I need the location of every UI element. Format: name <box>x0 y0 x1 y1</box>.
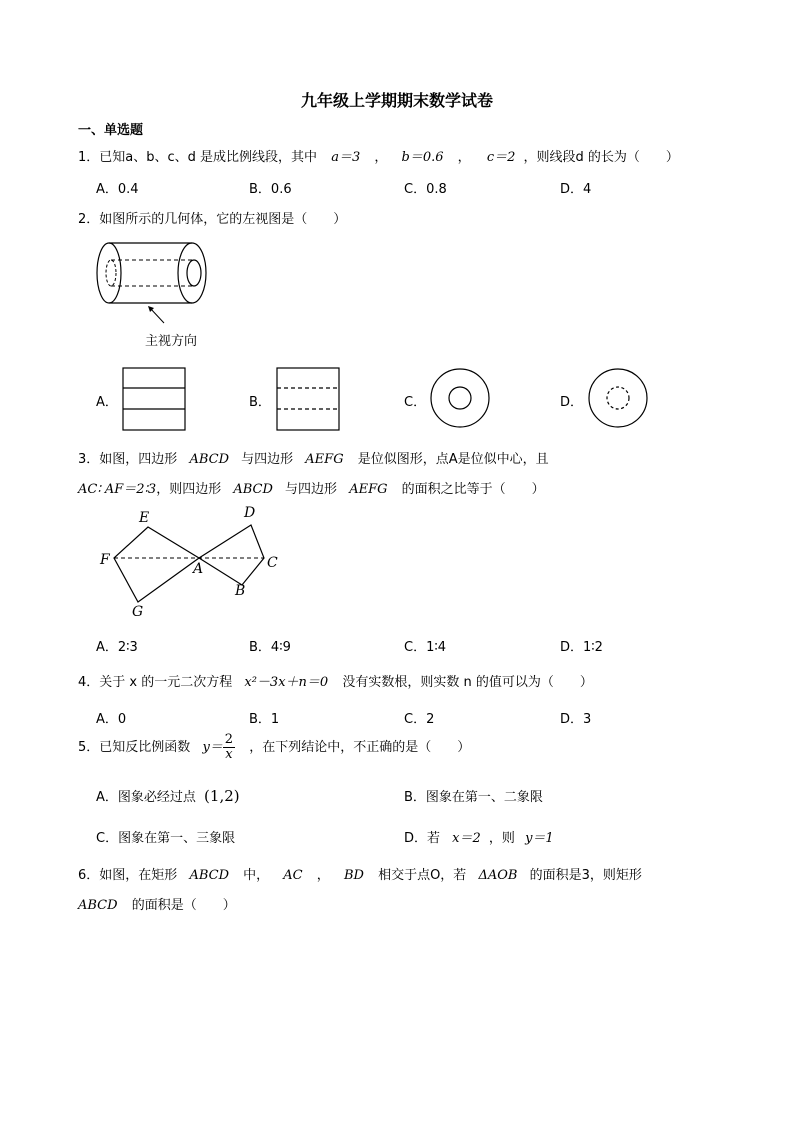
page-title: 九年级上学期期末数学试卷 <box>300 91 493 110</box>
separator: ， <box>457 150 471 165</box>
question-text: 的面积是3，则矩形 <box>529 868 642 883</box>
math-expression: ABCD <box>189 868 229 883</box>
point-label-c: C <box>267 555 278 571</box>
point-label-d: D <box>244 505 256 521</box>
option-a: A．0 <box>96 712 127 727</box>
math-expression: c＝2 <box>486 150 516 165</box>
question-number: 6． <box>78 868 100 883</box>
option-a: A． <box>96 395 118 410</box>
fraction <box>223 733 235 762</box>
question-text: 已知反比例函数 <box>99 740 191 755</box>
question-number: 3． <box>78 452 100 467</box>
question-text: 与四边形 <box>285 482 338 497</box>
option-d-figure <box>587 367 649 429</box>
option-c: C． <box>404 395 427 410</box>
option-b: B． <box>249 395 271 410</box>
option-b: B．1 <box>249 712 280 727</box>
question-number: 2． <box>78 212 100 227</box>
point-label-b: B <box>235 583 246 599</box>
question-text: 关于 x 的一元二次方程 <box>99 675 233 690</box>
option-d: D．4 <box>560 182 592 197</box>
fraction-numerator: 2 <box>224 732 234 747</box>
separator: ， <box>316 868 330 883</box>
question-text: 已知a、b、c、d 是成比例线段，其中 <box>99 150 318 165</box>
question-text: ，在下列结论中，不正确的是（ ） <box>249 740 471 755</box>
option-text: ，则 <box>488 831 515 846</box>
question-1 <box>78 146 679 165</box>
option-b: B．0.6 <box>249 182 292 197</box>
option-c: C．图象在第一、三象限 <box>96 831 236 846</box>
question-number: 5． <box>78 740 100 755</box>
view-direction-label: 主视方向 <box>145 334 198 349</box>
math-expression: AEFG <box>349 482 388 497</box>
option-a <box>96 786 240 805</box>
option-d: D． <box>560 395 584 410</box>
option-b-figure <box>276 367 340 431</box>
option-a-figure <box>122 367 186 431</box>
math-expression: b＝0.6 <box>401 150 444 165</box>
option-c: C．0.8 <box>404 182 447 197</box>
question-text: 相交于点O，若 <box>378 868 467 883</box>
math-expression: y＝ <box>202 740 223 755</box>
option-c: C．2 <box>404 712 435 727</box>
math-expression: AC <box>283 868 303 883</box>
math-expression: x²－3x＋n＝0 <box>244 675 329 690</box>
question-text: 的面积之比等于（ ） <box>401 482 545 497</box>
math-expression: ABCD <box>189 452 229 467</box>
option-d: D．3 <box>560 712 592 727</box>
question-text: 如图所示的几何体，它的左视图是（ ） <box>99 212 347 227</box>
question-3 <box>78 448 549 467</box>
question-3-line-2 <box>78 478 545 497</box>
math-expression: a＝3 <box>331 150 361 165</box>
point-label-f: F <box>100 552 110 568</box>
option-d: D．1∶2 <box>560 640 603 655</box>
option-b: B．4∶9 <box>249 640 291 655</box>
option-text: A．图象必经过点 <box>96 790 196 805</box>
point-label-e: E <box>139 510 150 526</box>
option-text: D．若 <box>404 831 441 846</box>
math-expression: x＝2 <box>452 831 481 846</box>
question-text: 中， <box>243 868 270 883</box>
option-a: A．2∶3 <box>96 640 138 655</box>
question-text: 是位似图形，点A是位似中心，且 <box>357 452 549 467</box>
math-expression: ABCD <box>78 898 118 913</box>
question-4 <box>78 671 593 690</box>
question-5 <box>78 733 470 762</box>
question-text: ，则四边形 <box>156 482 222 497</box>
math-expression: (1,2) <box>204 787 240 805</box>
fraction-denominator: x <box>225 747 233 762</box>
question-text: 如图，四边形 <box>99 452 178 467</box>
math-expression: AC∶ AF＝2∶3 <box>78 482 157 497</box>
option-a: A．0.4 <box>96 182 139 197</box>
question-number: 4． <box>78 675 100 690</box>
question-2 <box>78 208 346 227</box>
question-number: 1． <box>78 150 100 165</box>
question-text: 的面积是（ ） <box>131 898 236 913</box>
point-label-a: A <box>193 561 204 577</box>
question-text: 与四边形 <box>241 452 294 467</box>
option-d <box>404 827 554 846</box>
math-expression: ΔAOB <box>478 868 518 883</box>
option-b: B．图象在第一、二象限 <box>404 790 543 805</box>
math-expression: y＝1 <box>525 831 554 846</box>
math-expression: BD <box>343 868 364 883</box>
section-heading: 一、单选题 <box>78 123 144 138</box>
separator: ， <box>374 150 388 165</box>
point-label-g: G <box>132 604 144 620</box>
homothety-figure <box>96 505 286 620</box>
option-c: C．1∶4 <box>404 640 447 655</box>
question-6 <box>78 864 642 883</box>
question-6-line-2 <box>78 894 236 913</box>
option-c-figure <box>429 367 491 429</box>
math-expression: AEFG <box>305 452 344 467</box>
question-text: ，则线段d 的长为（ ） <box>523 150 679 165</box>
question-text: 如图，在矩形 <box>99 868 178 883</box>
question-text: 没有实数根，则实数 n 的值可以为（ ） <box>342 675 593 690</box>
math-expression: ABCD <box>233 482 273 497</box>
